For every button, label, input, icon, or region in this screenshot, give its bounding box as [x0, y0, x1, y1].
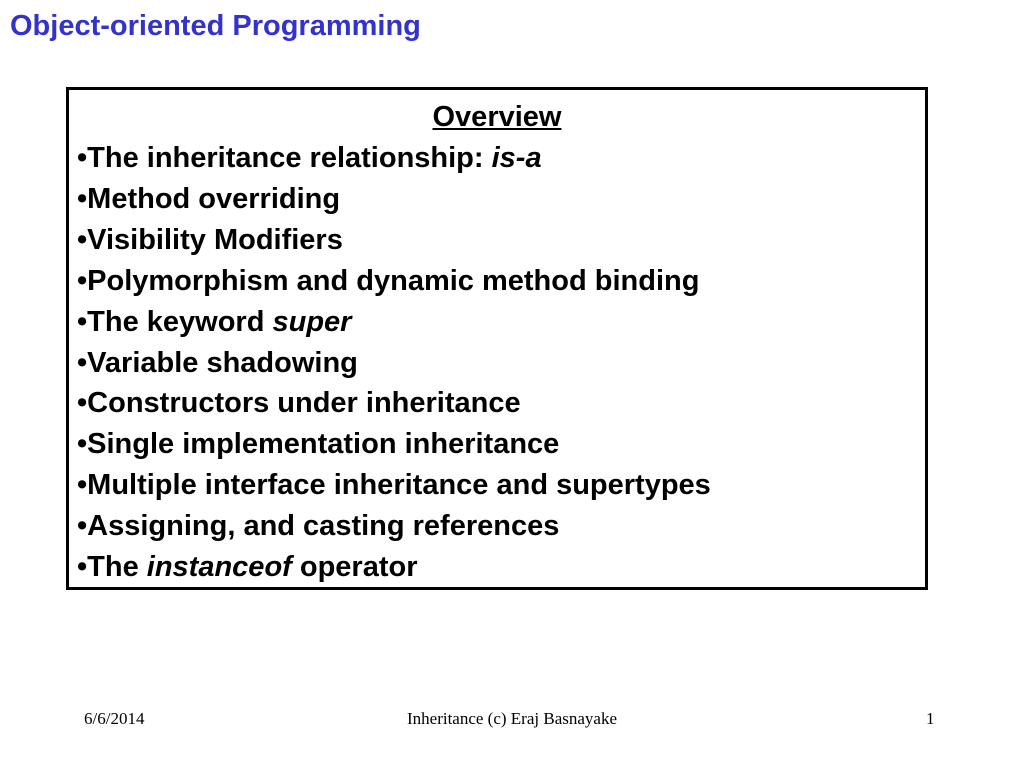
list-item: [77, 465, 711, 506]
item-text: Multiple interface inheritance and supertypes: [87, 469, 711, 502]
topic-list: [77, 138, 711, 588]
item-suffix: operator: [291, 551, 418, 584]
item-emphasis: super: [272, 305, 352, 338]
overview-heading: Overview: [432, 101, 562, 133]
bullet: •: [77, 469, 88, 502]
item-text: Variable shadowing: [87, 346, 358, 379]
list-item: [77, 383, 711, 424]
bullet: •: [77, 428, 88, 461]
bullet: •: [77, 305, 88, 338]
footer-date: 6/6/2014: [84, 709, 145, 728]
list-item: [77, 179, 711, 220]
bullet: •: [77, 346, 88, 379]
bullet: •: [77, 387, 88, 420]
list-item: [77, 424, 711, 465]
bullet: •: [77, 551, 88, 584]
item-emphasis: instanceof: [146, 551, 292, 584]
item-text: The inheritance relationship:: [87, 142, 492, 174]
overview-box: [66, 87, 928, 590]
list-item: [77, 261, 711, 302]
item-text: Method overriding: [87, 182, 341, 215]
bullet: •: [77, 510, 88, 543]
bullet: •: [77, 264, 88, 297]
item-emphasis: is-a: [491, 142, 542, 174]
item-text: Single implementation inheritance: [87, 428, 560, 461]
list-item: [77, 506, 711, 547]
list-item: [77, 547, 711, 588]
item-text: The keyword: [87, 305, 273, 338]
bullet: •: [77, 142, 88, 174]
list-item: [77, 302, 711, 343]
item-text: Visibility Modifiers: [87, 223, 343, 256]
bullet: •: [77, 223, 88, 256]
item-text: Constructors under inheritance: [87, 387, 521, 420]
list-item: [77, 138, 711, 179]
item-text: Assigning, and casting references: [87, 510, 560, 543]
item-text: The: [87, 551, 147, 584]
slide-title: Object-oriented Programming: [10, 10, 421, 42]
footer-center-text: Inheritance (c) Eraj Basnayake: [406, 709, 618, 728]
list-item: [77, 220, 711, 261]
item-text: Polymorphism and dynamic method binding: [87, 264, 700, 297]
footer-page-number: 1: [926, 709, 935, 728]
bullet: •: [77, 182, 88, 215]
list-item: [77, 343, 711, 384]
